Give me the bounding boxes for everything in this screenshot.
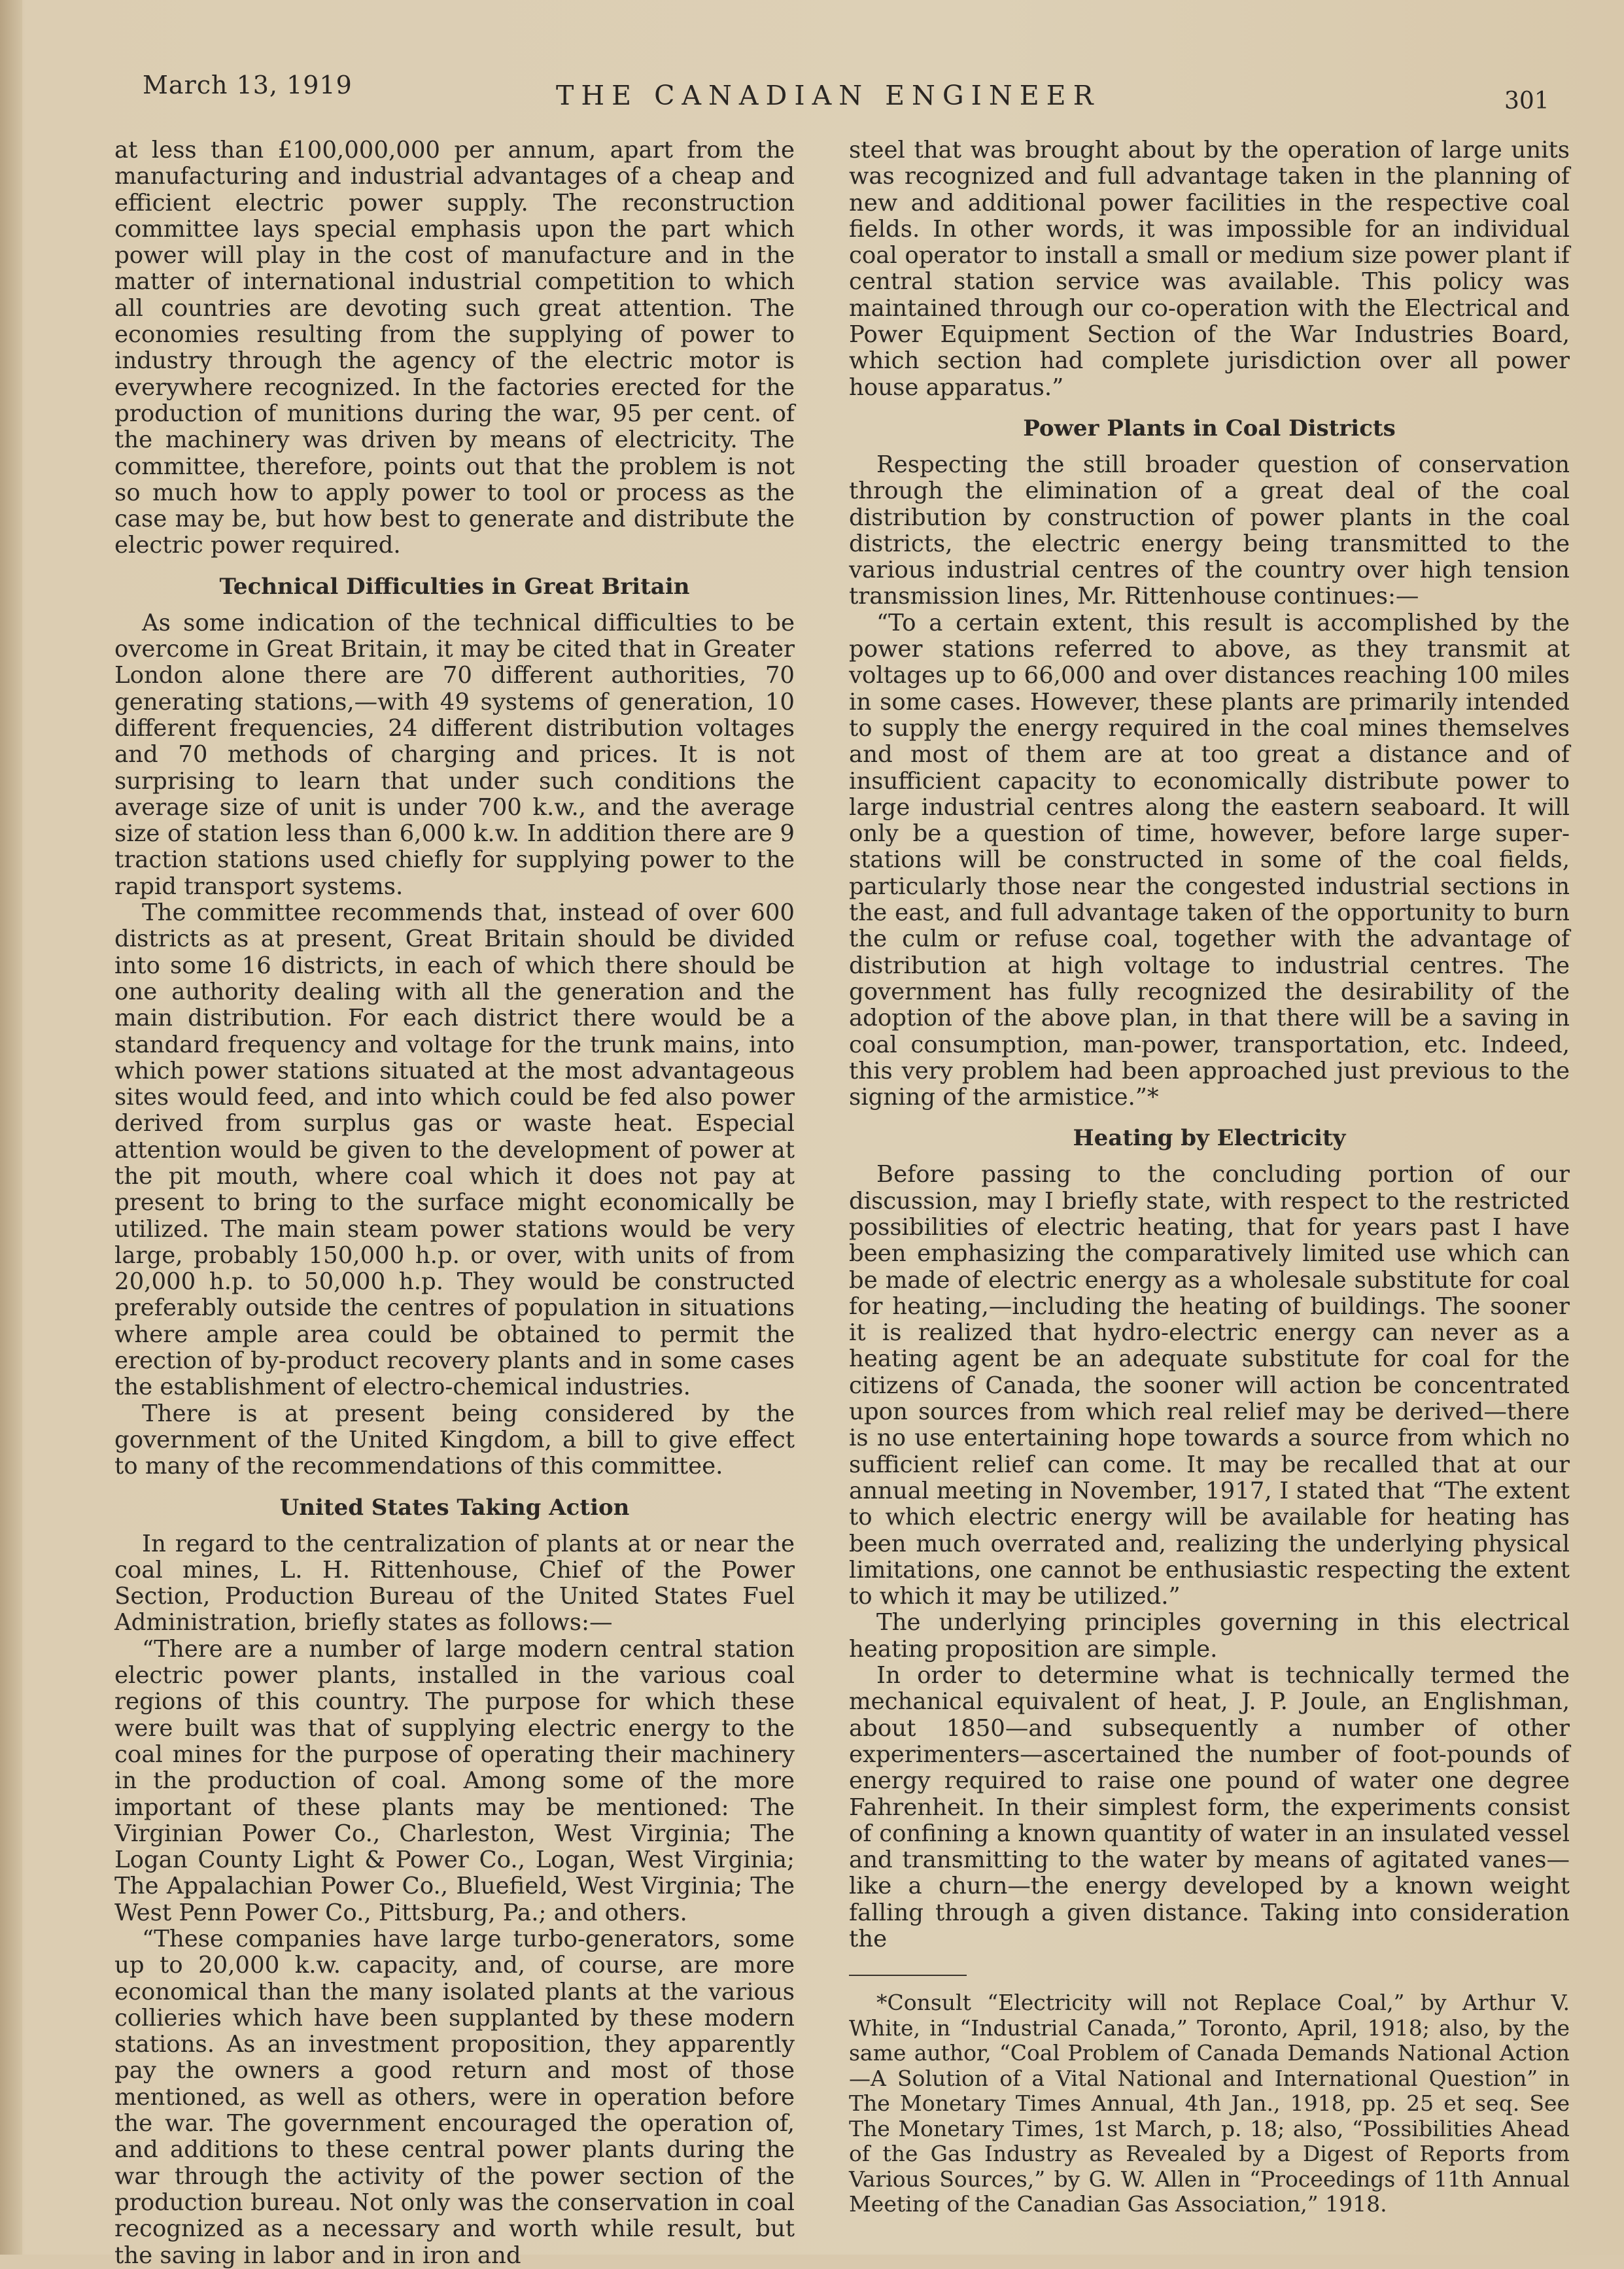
paragraph: There is at present being considered by the government of the United Kingdom, a bill to give effect to many of the recommendations of this committee. [114,1400,795,1480]
binding-edge [0,0,22,2255]
paragraph: Before passing to the concluding portion of our discussion, may I briefly state, with respect to the restricted possibilities of electric heating, that for years past I have been emphasizing the comparatively limited use which can be made of electric energy as a wholesale substitute for coal for heating,—including the heating of buildings. The sooner it is realized that hydro-electric energy can never as a heating agent be an adequate substitute for coal for the citizens of Canada, the sooner will action be concentrated upon sources from which real relief may be derived—there is no use entertaining hope towards a source from which no sufficient relief can come. It may be recalled that at our annual meeting in November, 1917, I stated that “The extent to which electric energy will be available for heating has been much overrated and, realizing the underlying physical limitations, one cannot be enthusiastic respecting the extent to which it may be utilized.” [849,1161,1570,1610]
running-head [0,71,1624,123]
left-column [114,137,795,2269]
page-number: 301 [1504,88,1549,114]
paragraph: steel that was brought about by the operation of large units was recognized and full advantage taken in the planning of new and additional power facilities in the respective coal fields. In other words, it was impossible for an individual coal operator to install a small or medium size power plant if central station service was available. This policy was maintained through our co-operation with the Electrical and Power Equipment Section of the War Industries Board, which section had complete jurisdiction over all power house apparatus.” [849,137,1570,401]
quoted-paragraph: “To a certain extent, this result is accomplished by the power stations referred to above, as they transmit at voltages up to 66,000 and over distances reaching 100 miles in some cases. However, these plants are primarily intended to supply the energy required in the coal mines themselves and most of them are at too great a distance and of insufficient capacity to economically distribute power to large industrial centres along the eastern seaboard. It will only be a question of time, however, before large super-stations will be constructed in some of the coal fields, particularly those near the congested industrial sections in the east, and full advantage taken of the opportunity to burn the culm or refuse coal, together with the advantage of distribution at high voltage to industrial centres. The government has fully recognized the desirability of the adoption of the above plan, in that there will be a saving in coal consumption, man-power, transportation, etc. Indeed, this very problem had been approached just previous to the signing of the armistice.”* [849,609,1570,1111]
section-heading: Heating by Electricity [1073,1125,1346,1152]
paragraph: The committee recommends that, instead of over 600 districts as at present, Great Britain should be divided into some 16 districts, in each of which there should be one authority dealing with all the generation and the main distribution. For each district there would be a standard frequency and voltage for the trunk mains, into which power stations situated at the most advantageous sites would feed, and into which could be fed also power derived from surplus gas or waste heat. Especial attention would be given to the development of power at the pit mouth, where coal which it does not pay at present to bring to the surface might economically be utilized. The main steam power stations would be very large, probably 150,000 h.p. or over, with units of from 20,000 h.p. to 50,000 h.p. They would be constructed preferably outside the centres of population in situations where ample area could be obtained to permit the erection of by-product recovery plants and in some cases the establishment of electro-chemical industries. [114,899,795,1401]
paragraph: at less than £100,000,000 per annum, apart from the manufacturing and industrial advantages of a cheap and efficient electric power supply. The reconstruction committee lays special emphasis upon the part which power will play in the cost of manufacture and in the matter of international industrial competition to which all countries are devoting such great attention. The economies resulting from the supplying of power to industry through the agency of the electric motor is everywhere recognized. In the factories erected for the production of munitions during the war, 95 per cent. of the machinery was driven by means of electricity. The committee, therefore, points out that the problem is not so much how to apply power to tool or process as the case may be, but how best to generate and distribute the electric power required. [114,137,795,559]
issue-date: March 13, 1919 [143,71,353,99]
footnote: *Consult “Electricity will not Replace Coal,” by Arthur V. White, in “Industrial Canada,” Toronto, April, 1918; also, by the same author, “Coal Problem of Canada Demands National Action—A Solution of a Vital National and International Question” in The Monetary Times Annual, 4th Jan., 1918, pp. 25 et seq. See The Monetary Times, 1st March, p. 18; also, “Possibilities Ahead of the Gas Industry as Revealed by a Digest of Reports from Various Sources,” by G. W. Allen in “Proceedings of 11th Annual Meeting of the Canadian Gas Association,” 1918. [849,1990,1570,2217]
paragraph: As some indication of the technical difficulties to be overcome in Great Britain, it may be cited that in Greater London alone there are 70 different authorities, 70 generating stations,—with 49 systems of generation, 10 different frequencies, 24 different distribution voltages and 70 methods of charging and prices. It is not surprising to learn that under such conditions the average size of unit is under 700 k.w., and the average size of station less than 6,000 k.w. In addition there are 9 traction stations used chiefly for supplying power to the rapid transport systems. [114,609,795,900]
section-heading: Technical Difficulties in Great Britain [219,573,690,600]
section-heading: United States Taking Action [279,1494,630,1521]
paragraph: In regard to the centralization of plants at or near the coal mines, L. H. Rittenhouse, Chief of the Power Section, Production Bureau of the United States Fuel Administration, briefly states as follows:— [114,1530,795,1637]
right-column [849,137,1570,2217]
paragraph: The underlying principles governing in this electrical heating proposition are simple. [849,1609,1570,1663]
paragraph: In order to determine what is technically termed the mechanical equivalent of heat, J. P. Joule, an Englishman, about 1850—and subsequently a number of other experimenters—ascertained the number of foot-pounds of energy required to raise one pound of water one degree Fahrenheit. In their simplest form, the experiments consist of confining a known quantity of water in an insulated vessel and transmitting to the water by means of agitated vanes—like a churn—the energy developed by a known weight falling through a given distance. Taking into consideration the [849,1662,1570,1952]
paragraph: Respecting the still broader question of conservation through the elimination of a great deal of the coal distribution by construction of power plants in the coal districts, the electric energy being transmitted to the various industrial centres of the country over high tension transmission lines, Mr. Rittenhouse continues:— [849,451,1570,610]
footnote-rule [849,1975,967,1976]
quoted-paragraph: “These companies have large turbo-generators, some up to 20,000 k.w. capacity, and, of course, are more economical than the many isolated plants at the various collieries which have been supplanted by these modern stations. As an investment proposition, they apparently pay the owners a good return and most of those mentioned, as well as others, were in operation before the war. The government encouraged the operation of, and additions to these central power plants during the war through the activity of the power section of the production bureau. Not only was the conservation in coal recognized as a necessary and worth while result, but the saving in labor and in iron and [114,1926,795,2269]
section-heading: Power Plants in Coal Districts [1023,415,1396,442]
quoted-paragraph: “There are a number of large modern central station electric power plants, installed in the various coal regions of this country. The purpose for which these were built was that of supplying electric energy to the coal mines for the purpose of operating their machinery in the production of coal. Among some of the more important of these plants may be mentioned: The Virginian Power Co., Charleston, West Virginia; The Logan County Light & Power Co., Logan, West Virginia; The Appalachian Power Co., Bluefield, West Virginia; The West Penn Power Co., Pittsburg, Pa.; and others. [114,1635,795,1926]
journal-title: THE CANADIAN ENGINEER [556,80,1101,111]
